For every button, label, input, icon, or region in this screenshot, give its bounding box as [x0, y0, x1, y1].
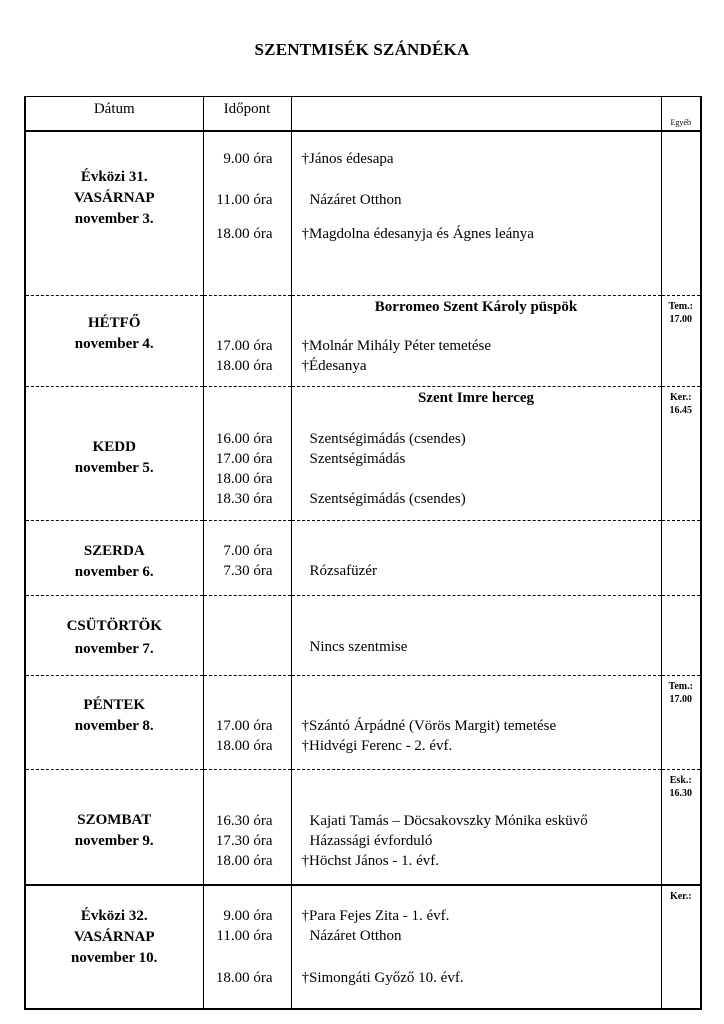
header-time: Időpont — [203, 97, 291, 132]
date-cell: PÉNTEK november 8. — [25, 675, 203, 769]
page-title: SZENTMISÉK SZÁNDÉKA — [254, 40, 470, 59]
time-cell: 16.00 óra 17.00 óra 18.00 óra 18.30 óra — [203, 386, 291, 520]
time-cell: 9.00 óra 11.00 óra 18.00 óra — [203, 885, 291, 1009]
day-row-sunday-nov-10 — [25, 885, 701, 1009]
intention-cell: Nincs szentmise — [291, 595, 661, 675]
day-row-tuesday — [25, 386, 701, 520]
other-cell: Ker.: 16.45 — [661, 386, 701, 520]
other-cell: Tem.: 17.00 — [661, 295, 701, 386]
day-row-wednesday — [25, 520, 701, 595]
date-cell: HÉTFŐ november 4. — [25, 295, 203, 386]
intention-cell: Kajati Tamás – Döcsakovszky Mónika esküvő Házassági évforduló †Höchst János - 1. évf. — [291, 769, 661, 885]
date-cell: KEDD november 5. — [25, 386, 203, 520]
other-cell — [661, 131, 701, 295]
other-cell: Esk.: 16.30 — [661, 769, 701, 885]
header-row — [25, 97, 701, 132]
time-cell: 16.30 óra 17.30 óra 18.00 óra — [203, 769, 291, 885]
time-cell — [203, 595, 291, 675]
other-cell — [661, 595, 701, 675]
date-cell: Évközi 32. VASÁRNAP november 10. — [25, 885, 203, 1009]
day-row-sunday-nov-3 — [25, 131, 701, 295]
other-cell: Tem.: 17.00 — [661, 675, 701, 769]
header-date: Dátum — [25, 97, 203, 132]
other-cell: Ker.: — [661, 885, 701, 1009]
intention-cell: †Para Fejes Zita - 1. évf. Názáret Otthon †Simongáti Győző 10. évf. — [291, 885, 661, 1009]
intention-cell: Borromeo Szent Károly püspök †Molnár Mihály Péter temetése †Édesanya — [291, 295, 661, 386]
feast-label: Szent Imre herceg — [417, 389, 535, 406]
time-cell: 17.00 óra 18.00 óra — [203, 675, 291, 769]
intention-cell: †János édesapa Názáret Otthon †Magdolna édesanyja és Ágnes leánya — [291, 131, 661, 295]
day-row-friday — [25, 675, 701, 769]
date-cell: Évközi 31. VASÁRNAP november 3. — [25, 131, 203, 295]
time-cell: 17.00 óra 18.00 óra — [203, 295, 291, 386]
time-cell: 7.00 óra 7.30 óra — [203, 520, 291, 595]
date-cell: SZOMBAT november 9. — [25, 769, 203, 885]
header-intention — [291, 97, 661, 132]
intention-cell: Szent Imre herceg Szentségimádás (csendes) Szentségimádás Szentségimádás (csendes) — [291, 386, 661, 520]
date-cell: SZERDA november 6. — [25, 520, 203, 595]
header-other: Egyéb — [661, 97, 701, 132]
day-row-monday — [25, 295, 701, 386]
day-row-thursday — [25, 595, 701, 675]
mass-schedule-table — [24, 96, 702, 1010]
feast-label: Borromeo Szent Károly püspök — [374, 298, 578, 315]
intention-cell: †Szántó Árpádné (Vörös Margit) temetése †Hidvégi Ferenc - 2. évf. — [291, 675, 661, 769]
day-row-saturday — [25, 769, 701, 885]
date-cell: CSÜTÖRTÖK november 7. — [25, 595, 203, 675]
other-cell — [661, 520, 701, 595]
intention-cell: Rózsafüzér — [291, 520, 661, 595]
time-cell: 9.00 óra 11.00 óra 18.00 óra — [203, 131, 291, 295]
